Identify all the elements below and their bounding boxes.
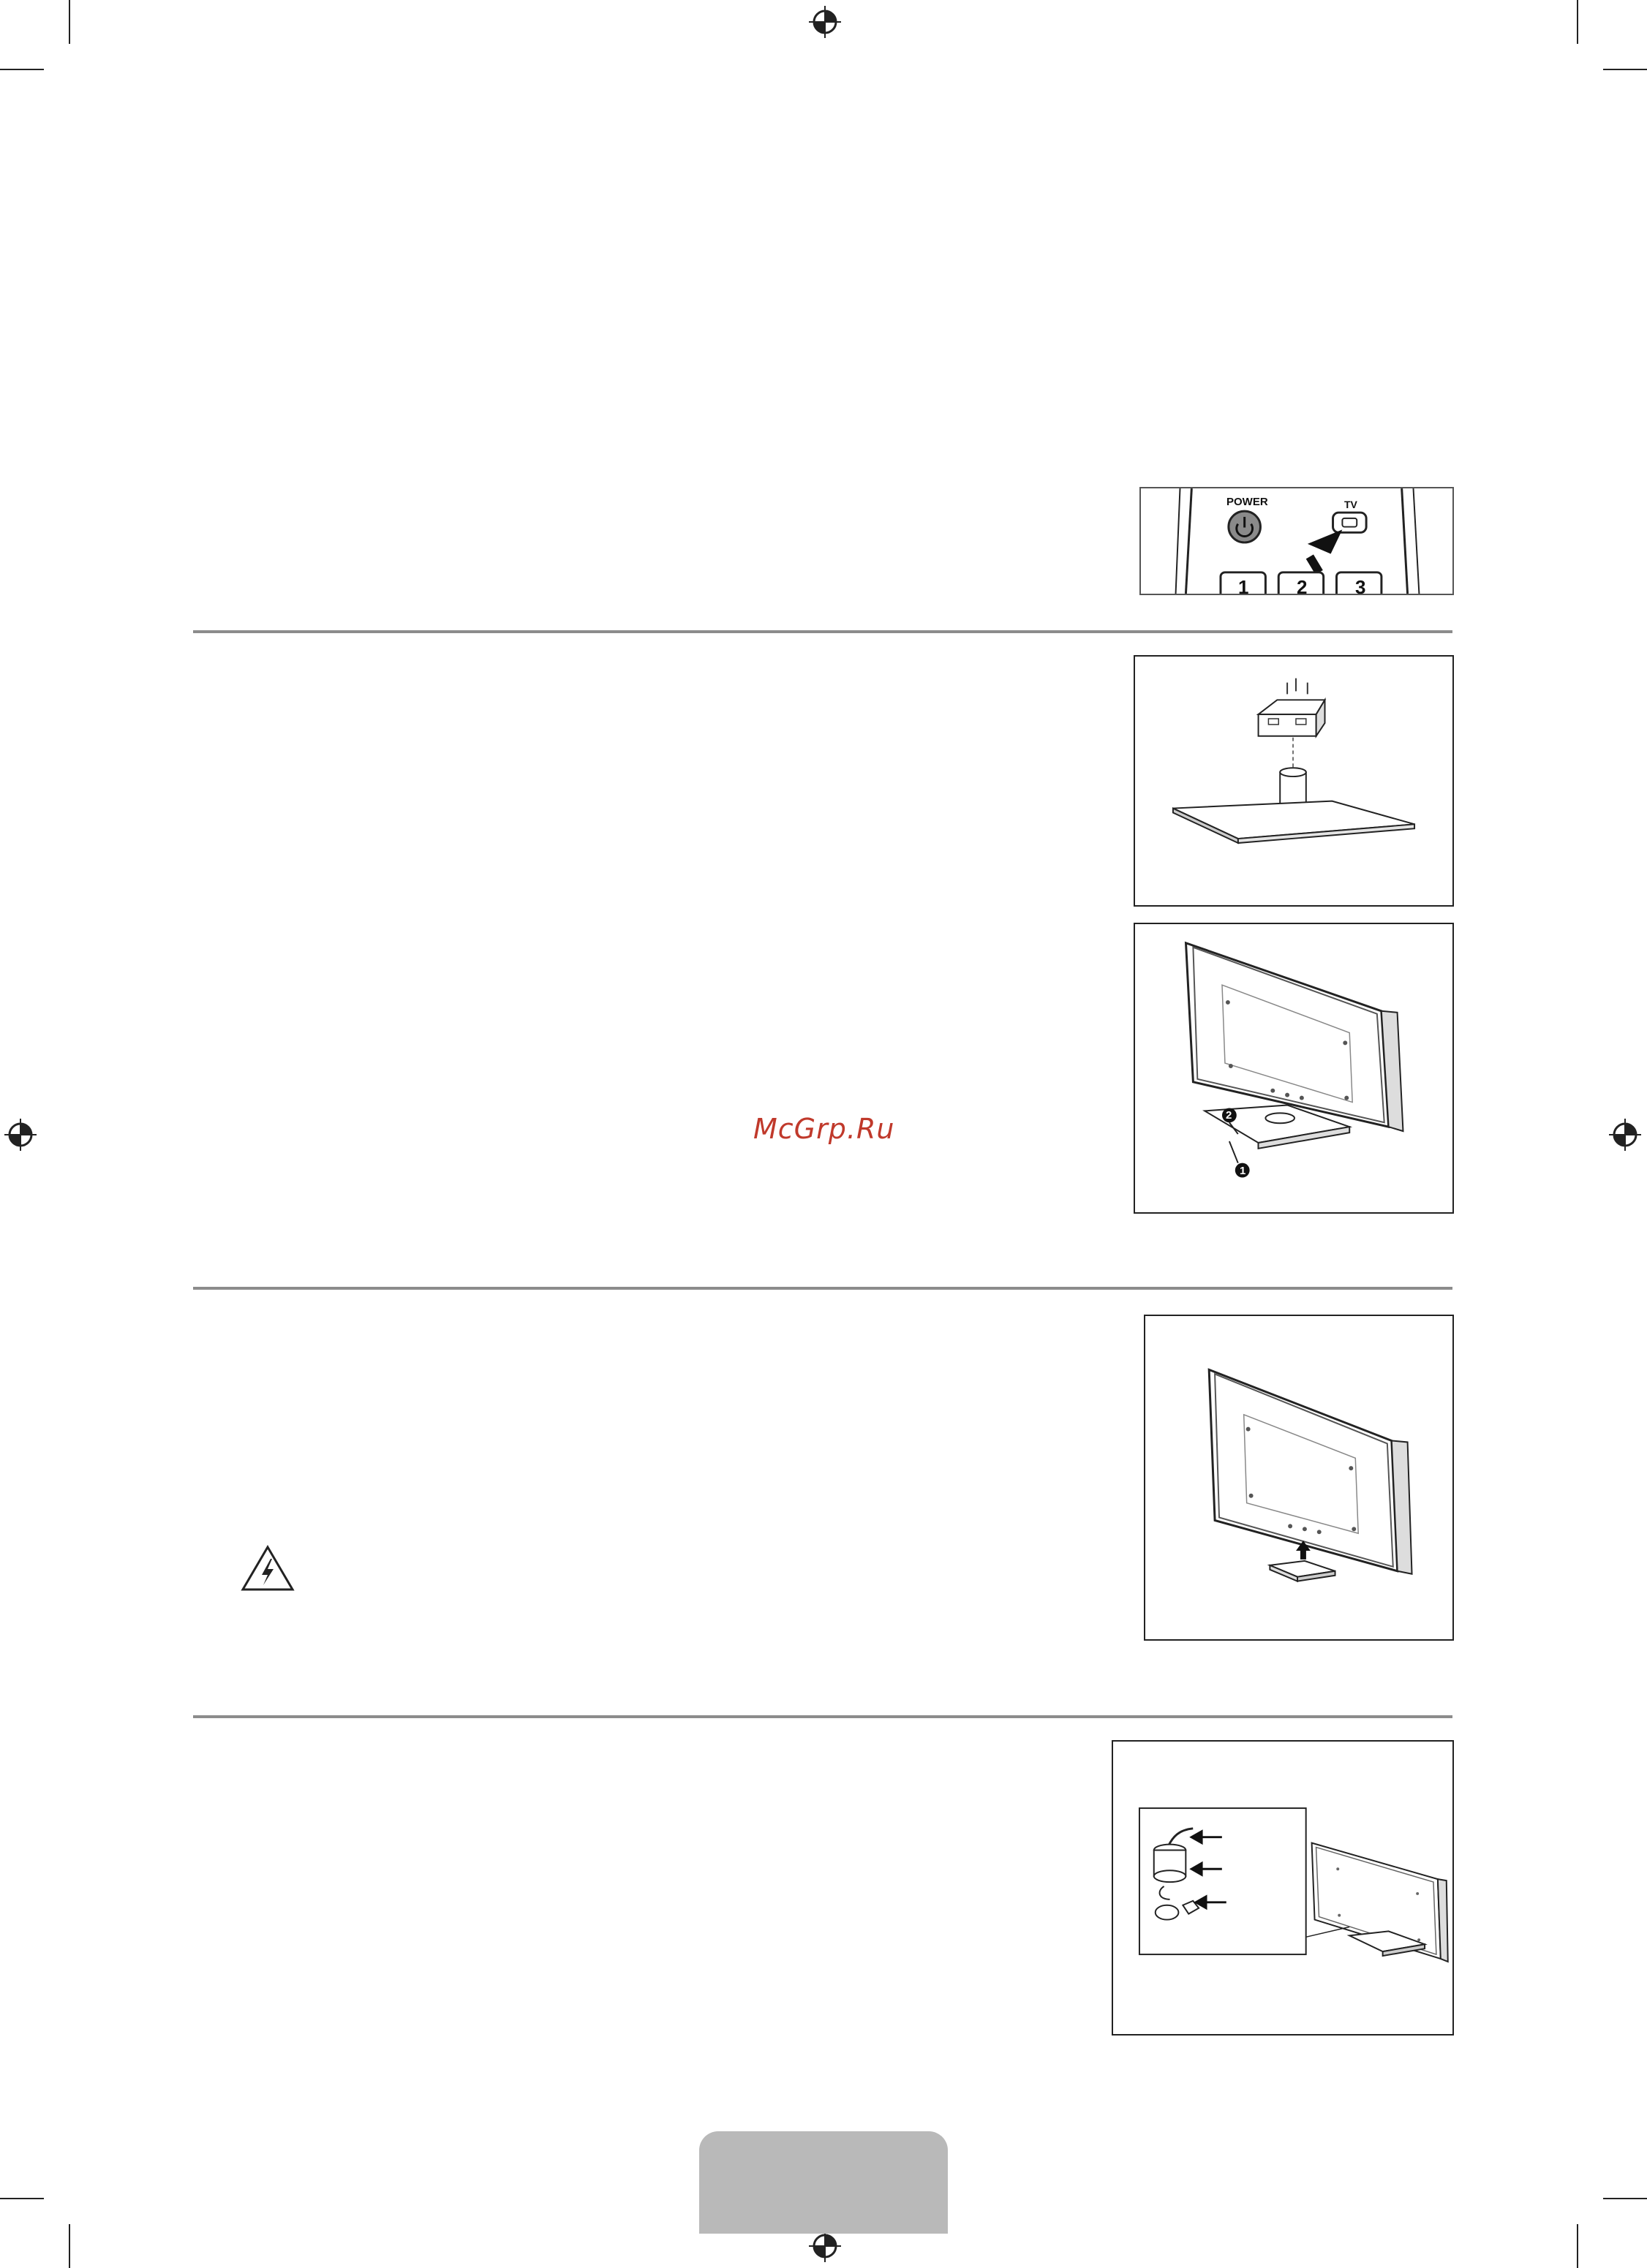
key-label-3: 3	[1355, 576, 1366, 595]
section-divider	[193, 1715, 1452, 1718]
callout-one: 1	[1240, 1165, 1246, 1177]
registration-mark-icon	[1609, 1119, 1641, 1151]
cable-holder-illustration	[1112, 1740, 1454, 2035]
tv-button-label: TV	[1344, 499, 1357, 510]
power-button-label: POWER	[1226, 496, 1268, 508]
tv-detach-stand-illustration	[1144, 1315, 1454, 1641]
registration-mark-icon	[809, 2230, 841, 2262]
callout-two: 2	[1226, 1109, 1232, 1122]
stand-assembly-illustration	[1134, 655, 1454, 907]
key-label-2: 2	[1297, 576, 1308, 595]
registration-mark-icon	[809, 6, 841, 38]
electric-shock-warning-icon	[240, 1544, 295, 1592]
section-divider	[193, 1287, 1452, 1290]
page-number-tab	[699, 2131, 948, 2234]
key-label-1: 1	[1238, 576, 1249, 595]
registration-mark-icon	[4, 1119, 37, 1151]
watermark: McGrp.Ru	[753, 1113, 895, 1145]
remote-control-illustration	[1139, 487, 1454, 595]
section-divider	[193, 630, 1452, 633]
tv-stand-attach-illustration	[1134, 923, 1454, 1214]
